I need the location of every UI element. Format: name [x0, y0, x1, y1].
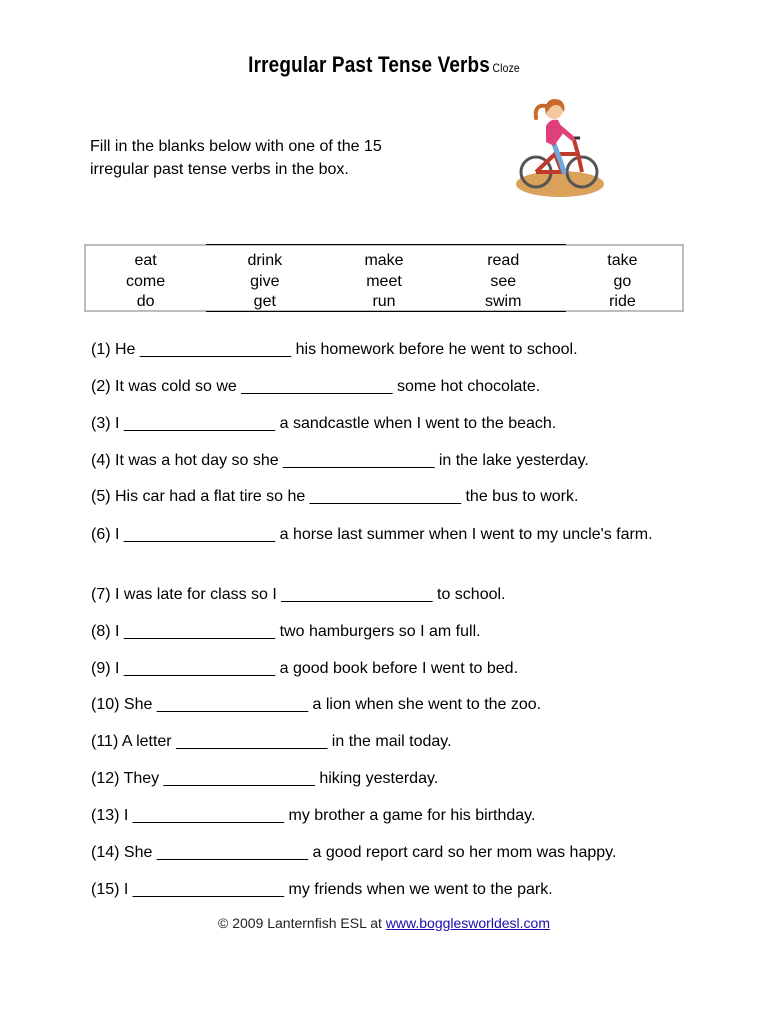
- footer: [0, 915, 768, 931]
- website-link[interactable]: www.bogglesworldesl.com: [385, 915, 550, 931]
- instructions-line-1: Fill in the blanks below with one of the 15: [90, 138, 382, 155]
- word: come: [126, 273, 166, 290]
- question-14: (14) She _________________ a good report card so her mom was happy.: [91, 844, 617, 861]
- question-5: (5) His car had a flat tire so he _________________ the bus to work.: [91, 488, 579, 505]
- word: eat: [134, 252, 157, 269]
- question-8: (8) I _________________ two hamburgers so I am full.: [91, 623, 481, 640]
- word: go: [613, 273, 632, 290]
- word: give: [250, 273, 280, 290]
- question-7: (7) I was late for class so I _________________ to school.: [91, 586, 506, 603]
- page-title: [54, 52, 714, 78]
- word: make: [364, 252, 404, 269]
- girl-shirt: [546, 120, 564, 146]
- word: get: [253, 293, 276, 310]
- word-row: [86, 251, 682, 271]
- question-1: (1) He _________________ his homework before he went to school.: [91, 341, 578, 358]
- question-11: (11) A letter _________________ in the mail today.: [91, 733, 452, 750]
- question-15: (15) I _________________ my friends when we went to the park.: [91, 881, 553, 898]
- instructions: [90, 135, 450, 181]
- question-2: (2) It was cold so we _________________ some hot chocolate.: [91, 378, 541, 395]
- word: take: [607, 252, 638, 269]
- copyright-text: © 2009 Lanternfish ESL at: [218, 915, 386, 931]
- word: see: [490, 273, 517, 290]
- word: drink: [247, 252, 283, 269]
- word: read: [487, 252, 520, 269]
- question-9: (9) I _________________ a good book before I went to bed.: [91, 660, 519, 677]
- word-row: [86, 272, 682, 292]
- word: swim: [484, 293, 522, 310]
- question-3: (3) I _________________ a sandcastle when I went to the beach.: [91, 415, 557, 432]
- question-12: (12) They _________________ hiking yesterday.: [91, 770, 439, 787]
- word-box: [84, 244, 684, 312]
- word-row: [86, 292, 682, 312]
- word: meet: [366, 273, 402, 290]
- word-box-top-line: [206, 244, 566, 245]
- question-4: (4) It was a hot day so she _________________ in the lake yesterday.: [91, 452, 589, 469]
- question-13: (13) I _________________ my brother a game for his birthday.: [91, 807, 536, 824]
- title-subtitle: Cloze: [492, 61, 520, 75]
- word: ride: [609, 293, 636, 310]
- girl-ponytail: [536, 106, 546, 118]
- question-6: (6) I _________________ a horse last summer when I went to my uncle's farm.: [91, 526, 653, 543]
- title-text: Irregular Past Tense Verbs: [248, 52, 490, 77]
- girl-on-bike-illustration: [510, 92, 610, 202]
- question-10: (10) She _________________ a lion when she went to the zoo.: [91, 696, 542, 713]
- instructions-line-2: irregular past tense verbs in the box.: [90, 161, 349, 178]
- word: run: [372, 293, 396, 310]
- word: do: [136, 293, 155, 310]
